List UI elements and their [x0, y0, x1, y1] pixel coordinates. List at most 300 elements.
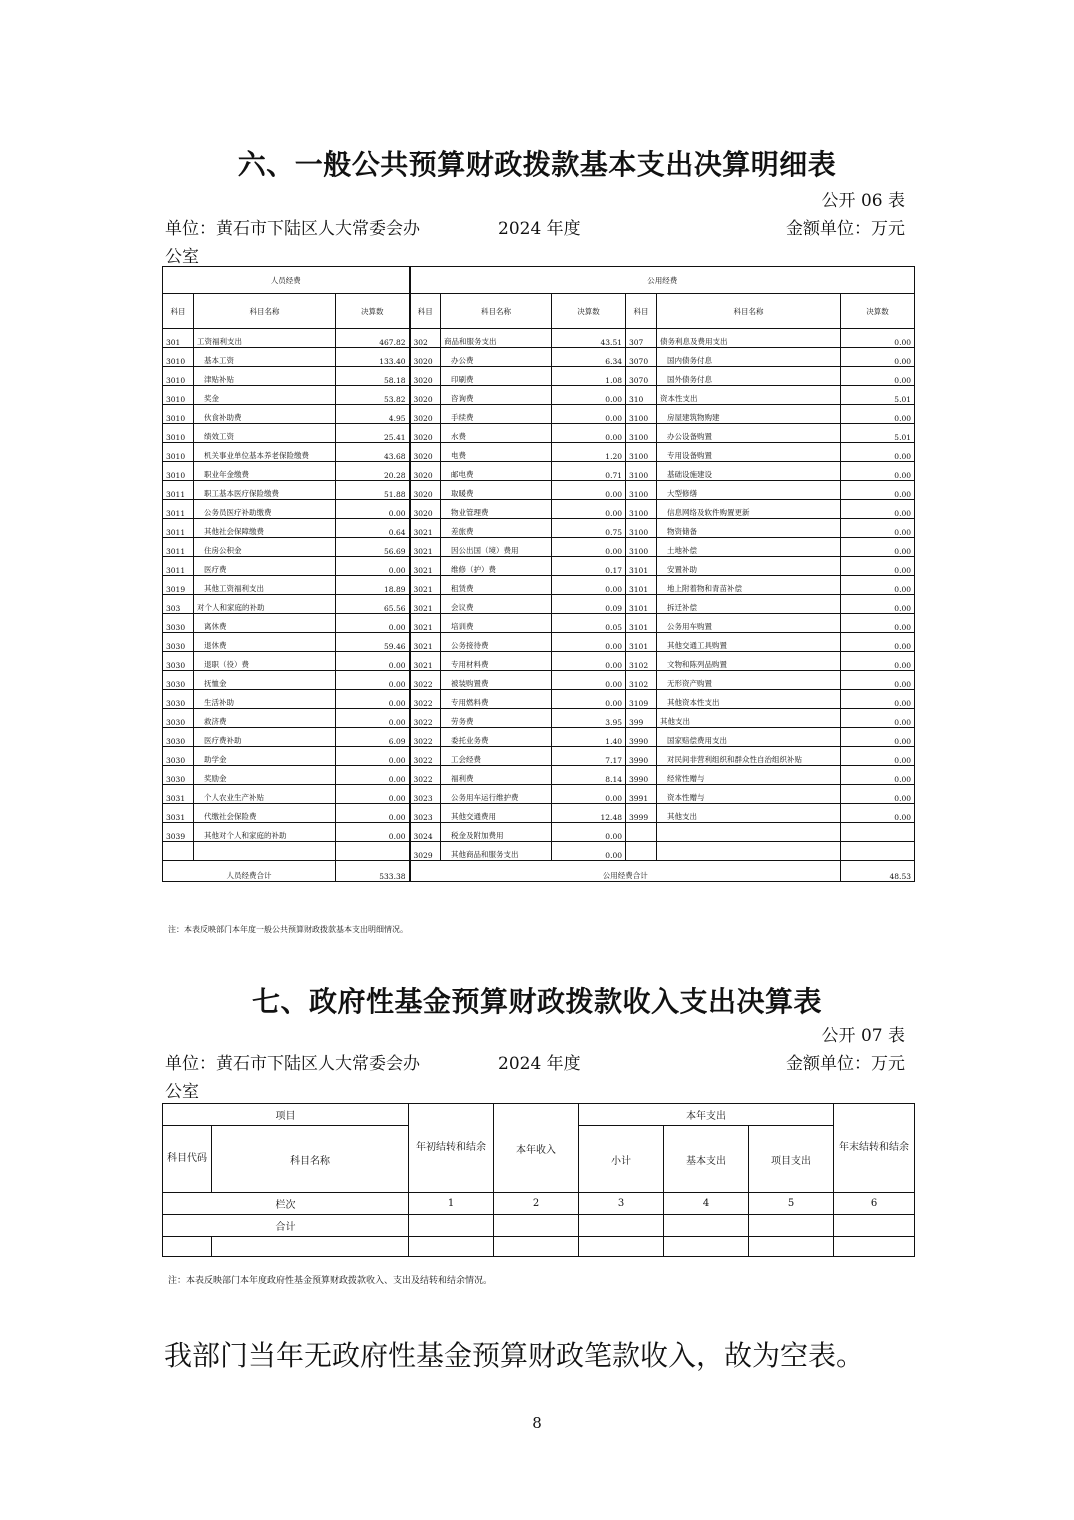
item-name: 工资福利支出: [194, 329, 336, 348]
table-row: [163, 462, 915, 481]
personnel-header: 人员经费: [163, 267, 410, 294]
table-row: [163, 557, 915, 576]
item-amount: 25.41: [336, 424, 410, 443]
section6-note: 注：本表反映部门本年度一般公共预算财政拨款基本支出明细情况。: [168, 925, 408, 934]
item-code: 3011: [163, 481, 194, 500]
item-amount: 6.09: [336, 728, 410, 747]
item-code: 3100: [626, 443, 657, 462]
item-name: 手续费: [441, 405, 552, 424]
item-amount: 0.00: [841, 519, 915, 538]
item-amount: 0.00: [552, 424, 626, 443]
section7-meta: [165, 1049, 905, 1074]
item-name: 对个人和家庭的补助: [194, 595, 336, 614]
item-amount: 18.89: [336, 576, 410, 595]
item-amount: 53.82: [336, 386, 410, 405]
item-amount: 0.00: [552, 405, 626, 424]
item-code: 3102: [626, 671, 657, 690]
table-row: [163, 614, 915, 633]
item-amount: 58.18: [336, 367, 410, 386]
item-amount: 0.00: [841, 633, 915, 652]
item-name: 绩效工资: [194, 424, 336, 443]
closing-balance-header: 年末结转和结余: [834, 1104, 915, 1193]
item-code: 3010: [163, 405, 194, 424]
item-name: 因公出国（境）费用: [441, 538, 552, 557]
item-code: 3990: [626, 747, 657, 766]
item-amount: 0.00: [552, 481, 626, 500]
item-amount: 0.00: [552, 690, 626, 709]
item-name: 基本工资: [194, 348, 336, 367]
cell: [494, 1215, 579, 1237]
item-amount: 0.00: [841, 500, 915, 519]
item-amount: 0.71: [552, 462, 626, 481]
item-code: 3021: [410, 576, 441, 595]
cell: [494, 1237, 579, 1257]
item-name: 生活补助: [194, 690, 336, 709]
item-code: 3010: [163, 348, 194, 367]
item-code: 3030: [163, 709, 194, 728]
item-code: 3990: [626, 728, 657, 747]
item-code: 3020: [410, 462, 441, 481]
item-name: 离休费: [194, 614, 336, 633]
item-name: 公务用车购置: [657, 614, 841, 633]
item-name: 代缴社会保险费: [194, 804, 336, 823]
fiscal-year: 2024 年度: [498, 1054, 581, 1074]
col-amount: 决算数: [841, 294, 915, 329]
item-code: 3020: [410, 348, 441, 367]
item-amount: 467.82: [336, 329, 410, 348]
table-row: [163, 671, 915, 690]
public-total: 48.53: [841, 861, 915, 882]
item-code: 3100: [626, 405, 657, 424]
item-amount: 0.00: [841, 405, 915, 424]
item-amount: 0.00: [841, 367, 915, 386]
item-name: 专用材料费: [441, 652, 552, 671]
item-amount: 0.00: [336, 671, 410, 690]
item-name: 劳务费: [441, 709, 552, 728]
item-amount: [336, 842, 410, 861]
table-row: [163, 424, 915, 443]
item-amount: 0.00: [336, 557, 410, 576]
item-amount: 0.00: [841, 690, 915, 709]
unit-label-cont: 公室: [165, 1082, 199, 1102]
unit-label-cont: 公室: [165, 247, 199, 267]
item-name: 专用燃料费: [441, 690, 552, 709]
table-row: [163, 804, 915, 823]
item-code: 3023: [410, 785, 441, 804]
table-row: [163, 690, 915, 709]
item-code: 3011: [163, 557, 194, 576]
item-name: 维修（护）费: [441, 557, 552, 576]
basic-header: 基本支出: [664, 1126, 749, 1193]
item-code: 3029: [410, 842, 441, 861]
item-amount: 5.01: [841, 386, 915, 405]
item-name: 职业年金缴费: [194, 462, 336, 481]
section7-form-code: 公开 07 表: [821, 1026, 905, 1046]
amount-unit: 金额单位：万元: [786, 219, 905, 239]
item-code: 3011: [163, 519, 194, 538]
item-amount: 43.51: [552, 329, 626, 348]
table-row: [163, 747, 915, 766]
col-name: 科目名称: [441, 294, 552, 329]
table-row: [163, 766, 915, 785]
item-amount: 0.00: [336, 823, 410, 842]
item-code: 3101: [626, 633, 657, 652]
item-name: 其他支出: [657, 709, 841, 728]
item-name: 取暖费: [441, 481, 552, 500]
cell: [579, 1237, 664, 1257]
item-code: 302: [410, 329, 441, 348]
item-name: [194, 842, 336, 861]
column-number-row: [163, 1193, 915, 1215]
expense-header: 本年支出: [579, 1104, 834, 1126]
item-code: 3100: [626, 462, 657, 481]
item-code: 3022: [410, 671, 441, 690]
item-code: 3021: [410, 595, 441, 614]
section6-form-code: 公开 06 表: [821, 191, 905, 211]
income-header: 本年收入: [494, 1104, 579, 1193]
item-name: 其他工资福利支出: [194, 576, 336, 595]
item-code: 3102: [626, 652, 657, 671]
item-amount: 0.00: [552, 538, 626, 557]
item-amount: 56.69: [336, 538, 410, 557]
column-number: 1: [409, 1193, 494, 1215]
item-amount: 4.95: [336, 405, 410, 424]
item-amount: 0.00: [841, 595, 915, 614]
item-amount: 1.20: [552, 443, 626, 462]
item-code: 3030: [163, 747, 194, 766]
totals-row: [163, 861, 915, 882]
item-name: 医疗费补助: [194, 728, 336, 747]
item-amount: 51.88: [336, 481, 410, 500]
item-amount: 0.00: [336, 747, 410, 766]
item-code: 3100: [626, 500, 657, 519]
table-row: [163, 500, 915, 519]
table-row: [163, 842, 915, 861]
item-amount: 0.00: [841, 538, 915, 557]
item-code: 310: [626, 386, 657, 405]
item-code: 3011: [163, 538, 194, 557]
item-amount: [841, 842, 915, 861]
item-code: 3030: [163, 728, 194, 747]
item-amount: 0.00: [552, 500, 626, 519]
item-amount: 0.00: [336, 785, 410, 804]
personnel-total-label: 人员经费合计: [163, 861, 336, 882]
item-name: 邮电费: [441, 462, 552, 481]
item-amount: 133.40: [336, 348, 410, 367]
item-code: 399: [626, 709, 657, 728]
item-amount: 0.00: [841, 804, 915, 823]
item-code: 3030: [163, 633, 194, 652]
item-amount: 59.46: [336, 633, 410, 652]
item-name: 租赁费: [441, 576, 552, 595]
item-name: 咨询费: [441, 386, 552, 405]
item-name: 文物和陈列品购置: [657, 652, 841, 671]
cell: [212, 1237, 409, 1257]
item-name: 基础设施建设: [657, 462, 841, 481]
item-name: 土地补偿: [657, 538, 841, 557]
item-name: 退休费: [194, 633, 336, 652]
item-amount: 0.00: [841, 576, 915, 595]
table-row: [163, 443, 915, 462]
item-code: 3100: [626, 538, 657, 557]
item-amount: 0.00: [841, 652, 915, 671]
column-number: 5: [749, 1193, 834, 1215]
item-name: [657, 842, 841, 861]
cell: [163, 1237, 212, 1257]
cell: [579, 1215, 664, 1237]
cell: [409, 1237, 494, 1257]
item-amount: 20.28: [336, 462, 410, 481]
item-amount: 6.34: [552, 348, 626, 367]
item-code: 303: [163, 595, 194, 614]
item-code: 3030: [163, 652, 194, 671]
table-row: [163, 367, 915, 386]
item-amount: 0.00: [336, 766, 410, 785]
item-code: 3010: [163, 462, 194, 481]
total-label: 合计: [163, 1215, 409, 1237]
item-name: 经常性赠与: [657, 766, 841, 785]
item-code: 3020: [410, 424, 441, 443]
item-code: 3019: [163, 576, 194, 595]
item-name: 其他交通费用: [441, 804, 552, 823]
item-amount: 0.00: [841, 481, 915, 500]
item-code: 3021: [410, 614, 441, 633]
item-code: 3020: [410, 481, 441, 500]
item-code: 3101: [626, 614, 657, 633]
item-name: 退职（役）费: [194, 652, 336, 671]
item-amount: 0.00: [336, 709, 410, 728]
item-code: 3022: [410, 690, 441, 709]
item-amount: 43.68: [336, 443, 410, 462]
item-code: 3990: [626, 766, 657, 785]
item-name: 商品和服务支出: [441, 329, 552, 348]
item-amount: [841, 823, 915, 842]
item-amount: 0.75: [552, 519, 626, 538]
section7-note: 注：本表反映部门本年度政府性基金预算财政拨款收入、支出及结转和结余情况。: [168, 1276, 493, 1286]
item-name: 奖金: [194, 386, 336, 405]
table-row: [163, 405, 915, 424]
item-amount: 0.00: [841, 709, 915, 728]
item-amount: 0.00: [336, 500, 410, 519]
table-row: [163, 329, 915, 348]
item-name: 其他商品和服务支出: [441, 842, 552, 861]
unit-label: 单位：黄石市下陆区人大常委会办: [165, 1054, 420, 1074]
item-name: 无形资产购置: [657, 671, 841, 690]
item-name: 水费: [441, 424, 552, 443]
item-amount: 0.00: [552, 671, 626, 690]
item-name: 电费: [441, 443, 552, 462]
item-name: 物业管理费: [441, 500, 552, 519]
item-amount: 0.00: [552, 576, 626, 595]
item-name: 资本性支出: [657, 386, 841, 405]
item-code: 3022: [410, 728, 441, 747]
item-code: 3100: [626, 519, 657, 538]
item-code: 3030: [163, 766, 194, 785]
item-name: 被装购置费: [441, 671, 552, 690]
col-name: 科目名称: [657, 294, 841, 329]
item-code: 3021: [410, 519, 441, 538]
item-amount: 0.09: [552, 595, 626, 614]
table-row: [163, 519, 915, 538]
item-name: 其他对个人和家庭的补助: [194, 823, 336, 842]
item-amount: 0.00: [841, 348, 915, 367]
item-name: 拆迁补偿: [657, 595, 841, 614]
column-row-label: 栏次: [163, 1193, 409, 1215]
fiscal-year: 2024 年度: [498, 219, 581, 239]
item-name: 国内债务付息: [657, 348, 841, 367]
item-amount: 0.00: [841, 671, 915, 690]
cell: [664, 1215, 749, 1237]
item-amount: 0.00: [841, 785, 915, 804]
item-name: 机关事业单位基本养老保险缴费: [194, 443, 336, 462]
empty-table-statement: 我部门当年无政府性基金预算财政笔款收入，故为空表。: [164, 1339, 865, 1372]
col-name: 科目名称: [194, 294, 336, 329]
item-name: 其他支出: [657, 804, 841, 823]
gov-fund-table: [162, 1103, 915, 1257]
item-name: 债务利息及费用支出: [657, 329, 841, 348]
item-amount: 1.40: [552, 728, 626, 747]
item-name: 个人农业生产补贴: [194, 785, 336, 804]
item-amount: 0.00: [841, 728, 915, 747]
item-amount: 5.01: [841, 424, 915, 443]
cell: [834, 1237, 915, 1257]
item-code: 3021: [410, 652, 441, 671]
item-amount: 0.00: [336, 690, 410, 709]
column-number: 4: [664, 1193, 749, 1215]
item-code: 3999: [626, 804, 657, 823]
table-row: [163, 728, 915, 747]
item-name: 委托业务费: [441, 728, 552, 747]
item-amount: 0.05: [552, 614, 626, 633]
item-name: 税金及附加费用: [441, 823, 552, 842]
item-code: 3039: [163, 823, 194, 842]
item-code: 3024: [410, 823, 441, 842]
item-name: 安置补助: [657, 557, 841, 576]
cell: [409, 1215, 494, 1237]
item-code: 3100: [626, 424, 657, 443]
item-code: 3031: [163, 785, 194, 804]
opening-balance-header: 年初结转和结余: [409, 1104, 494, 1193]
item-name: 公务接待费: [441, 633, 552, 652]
table-row: [163, 481, 915, 500]
item-code: 3100: [626, 481, 657, 500]
item-name: 差旅费: [441, 519, 552, 538]
item-code: 3020: [410, 405, 441, 424]
item-code: 3020: [410, 443, 441, 462]
item-name: 公务员医疗补助缴费: [194, 500, 336, 519]
item-name: [657, 823, 841, 842]
item-amount: 0.00: [552, 785, 626, 804]
column-number: 2: [494, 1193, 579, 1215]
item-amount: 0.00: [841, 443, 915, 462]
item-code: 3020: [410, 386, 441, 405]
item-code: 3020: [410, 367, 441, 386]
item-amount: 0.00: [552, 823, 626, 842]
col-code: 科目: [163, 294, 194, 329]
item-name: 信息网络及软件购置更新: [657, 500, 841, 519]
item-name: 会议费: [441, 595, 552, 614]
item-name: 专用设备购置: [657, 443, 841, 462]
item-code: 3030: [163, 671, 194, 690]
item-name: 职工基本医疗保险缴费: [194, 481, 336, 500]
item-name: 培训费: [441, 614, 552, 633]
item-code: 3022: [410, 709, 441, 728]
item-code: 301: [163, 329, 194, 348]
project-header: 项目支出: [749, 1126, 834, 1193]
cell: [749, 1237, 834, 1257]
table-row: [163, 576, 915, 595]
basic-expenditure-table: [162, 266, 915, 882]
item-amount: 0.00: [841, 462, 915, 481]
item-code: 3030: [163, 614, 194, 633]
page-number: 8: [532, 1414, 542, 1432]
item-code: 3010: [163, 367, 194, 386]
item-name: 国外债务付息: [657, 367, 841, 386]
empty-row: [163, 1237, 915, 1257]
unit-label: 单位：黄石市下陆区人大常委会办: [165, 219, 420, 239]
item-amount: 8.14: [552, 766, 626, 785]
item-code: 3101: [626, 557, 657, 576]
section6-meta: [165, 214, 905, 239]
code-header: 科目代码: [163, 1126, 212, 1193]
item-name: 福利费: [441, 766, 552, 785]
item-name: 其他资本性支出: [657, 690, 841, 709]
item-amount: 0.00: [841, 614, 915, 633]
item-code: 3031: [163, 804, 194, 823]
public-total-label: 公用经费合计: [410, 861, 841, 882]
item-amount: 0.00: [841, 557, 915, 576]
item-name: 办公费: [441, 348, 552, 367]
item-amount: 0.00: [841, 747, 915, 766]
item-code: 3070: [626, 367, 657, 386]
item-name: 公务用车运行维护费: [441, 785, 552, 804]
col-amount: 决算数: [336, 294, 410, 329]
item-name: 其他交通工具购置: [657, 633, 841, 652]
cell: [664, 1237, 749, 1257]
item-amount: 0.00: [552, 652, 626, 671]
item-code: [626, 842, 657, 861]
cell: [749, 1215, 834, 1237]
item-amount: 0.00: [552, 386, 626, 405]
item-code: 3022: [410, 747, 441, 766]
item-amount: 0.00: [841, 329, 915, 348]
item-code: 3109: [626, 690, 657, 709]
item-name: 医疗费: [194, 557, 336, 576]
item-code: 3010: [163, 424, 194, 443]
item-code: [626, 823, 657, 842]
col-code: 科目: [410, 294, 441, 329]
item-amount: 3.95: [552, 709, 626, 728]
item-name: 奖励金: [194, 766, 336, 785]
item-amount: 0.00: [336, 804, 410, 823]
item-name: 工会经费: [441, 747, 552, 766]
item-code: 3010: [163, 386, 194, 405]
column-number: 3: [579, 1193, 664, 1215]
table-row: [163, 785, 915, 804]
section7-title: 七、政府性基金预算财政拨款收入支出决算表: [251, 985, 822, 1018]
item-name: 津贴补贴: [194, 367, 336, 386]
item-amount: 0.00: [552, 633, 626, 652]
col-amount: 决算数: [552, 294, 626, 329]
table-row: [163, 633, 915, 652]
item-name: 大型修缮: [657, 481, 841, 500]
item-code: [163, 842, 194, 861]
item-amount: 65.56: [336, 595, 410, 614]
table-row: [163, 709, 915, 728]
item-amount: 0.00: [336, 614, 410, 633]
total-row: [163, 1215, 915, 1237]
item-name: 伙食补助费: [194, 405, 336, 424]
